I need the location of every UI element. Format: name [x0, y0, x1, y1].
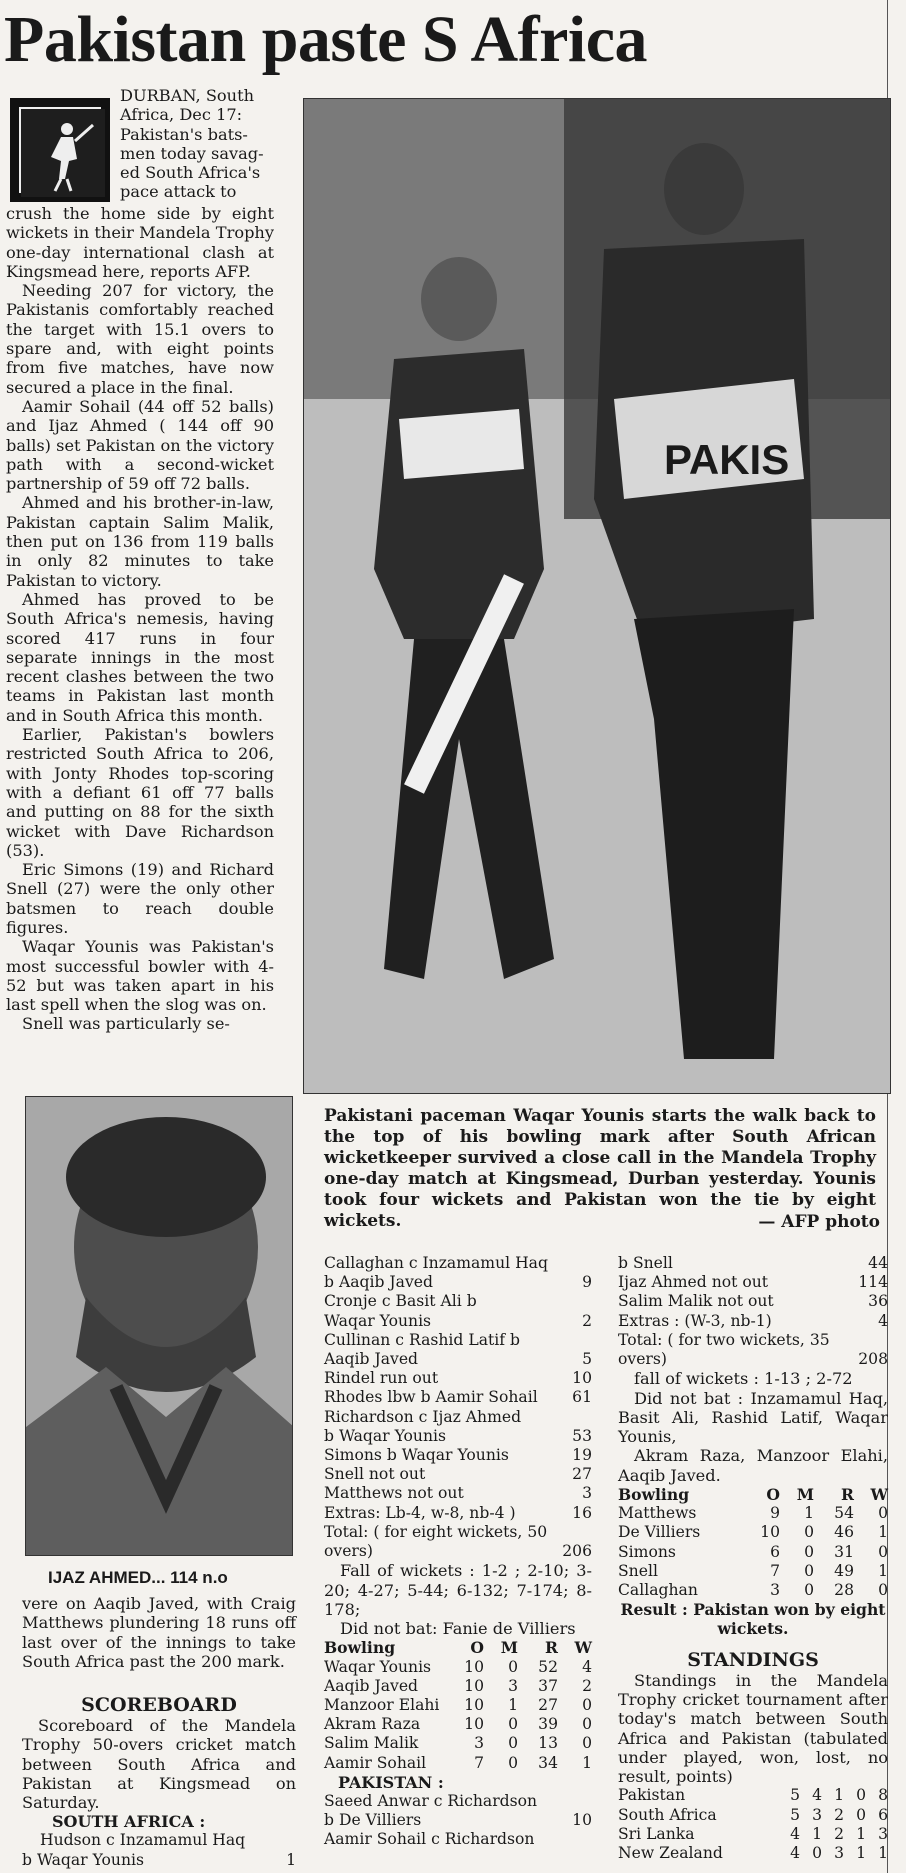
score-row — [324, 1465, 592, 1484]
figure-cell: 10 — [464, 1715, 484, 1734]
story-lead-top — [120, 86, 270, 202]
bowling-row — [618, 1523, 888, 1542]
figure-cell: 49 — [834, 1561, 854, 1580]
batsman: b Aaqib Javed — [324, 1273, 433, 1292]
sa-dnb-text: Did not bat: Fanie de Villiers — [340, 1619, 576, 1639]
figure-cell: 39 — [538, 1715, 558, 1734]
figure-cell: 13 — [538, 1734, 558, 1753]
runs: 16 — [572, 1503, 592, 1522]
match-result: Result : Pakistan won by eight wickets. — [620, 1600, 886, 1639]
figure-cell: 0 — [804, 1581, 814, 1600]
figure-cell: 1 — [508, 1696, 518, 1715]
story-continued: vere on Aaqib Javed, with Craig Matthews plundering 18 runs off last over of the innings to take South Africa past the 200 mark. — [22, 1594, 296, 1671]
runs: 206 — [562, 1542, 592, 1561]
batsman: Ijaz Ahmed not out — [618, 1273, 769, 1292]
figure-cell: 4 — [790, 1844, 800, 1863]
figure-cell: 0 — [582, 1715, 592, 1734]
batsman: Hudson c Inzamamul Haq — [40, 1831, 246, 1850]
batsman: Matthews not out — [324, 1484, 464, 1503]
bowling-row — [618, 1543, 888, 1562]
score-row — [324, 1792, 592, 1811]
batsman: Salim Malik not out — [618, 1292, 774, 1311]
score-row — [324, 1484, 592, 1503]
figure-cell: 37 — [538, 1676, 558, 1695]
batsman: b De Villiers — [324, 1811, 422, 1830]
score-row — [324, 1388, 592, 1407]
batsman: Waqar Younis — [324, 1311, 432, 1330]
bowling-row — [324, 1754, 592, 1773]
name-cell: Simons — [618, 1542, 676, 1561]
batsman: Extras : (W-3, nb-1) — [618, 1311, 772, 1330]
runs: 114 — [858, 1273, 888, 1292]
bowling-row — [324, 1658, 592, 1677]
bowling-label: Bowling — [324, 1638, 396, 1658]
batsman: Snell not out — [324, 1465, 426, 1484]
figure-cell: 3 — [770, 1581, 780, 1600]
name-cell: Aaqib Javed — [324, 1676, 419, 1695]
batsman: Aamir Sohail c Richardson — [324, 1830, 535, 1849]
runs-label: R — [841, 1485, 854, 1504]
lead-line: Africa, Dec 17: — [120, 105, 243, 125]
batsman: overs) — [618, 1350, 667, 1369]
figure-cell: 5 — [790, 1786, 800, 1805]
figure-cell: 1 — [878, 1561, 888, 1580]
name-cell: Aamir Sohail — [324, 1753, 427, 1772]
batsman: overs) — [324, 1542, 373, 1561]
runs: 19 — [572, 1446, 592, 1465]
runs: 44 — [868, 1254, 888, 1272]
batsman: Simons b Waqar Younis — [324, 1446, 509, 1465]
score-row — [22, 1851, 296, 1870]
figure-cell: 2 — [834, 1824, 844, 1843]
sa-fall-of-wickets — [324, 1561, 592, 1619]
portrait-caption: IJAZ AHMED... 114 n.o — [48, 1568, 228, 1587]
name-cell: Matthews — [618, 1504, 697, 1523]
pak-batting-list-a — [324, 1792, 592, 1850]
figure-cell: 1 — [804, 1504, 814, 1523]
runs: 10 — [572, 1811, 592, 1830]
overs-label: O — [766, 1485, 780, 1504]
story-paragraph: Waqar Younis was Pakistan's most successful bowler with 4-52 but was taken apart in his last spell when the slog was on. — [6, 937, 274, 1015]
figure-cell: 0 — [878, 1581, 888, 1600]
figure-cell: 3 — [878, 1824, 888, 1843]
figure-cell: 7 — [474, 1753, 484, 1772]
lead-line: DURBAN, South — [120, 86, 255, 105]
figure-cell: 4 — [790, 1824, 800, 1843]
name-cell: Sri Lanka — [618, 1824, 695, 1843]
lead-line: Pakistan's bats- — [120, 124, 248, 144]
sa-bowling-table — [618, 1504, 888, 1600]
figure-cell: 2 — [834, 1805, 844, 1824]
batsman: b Waqar Younis — [324, 1426, 447, 1445]
figure-cell: 52 — [538, 1657, 558, 1676]
bowling-row — [618, 1581, 888, 1600]
figure-cell: 46 — [834, 1523, 854, 1542]
batsman: Extras: Lb-4, w-8, nb-4 ) — [324, 1503, 516, 1522]
story-paragraph: Earlier, Pakistan's bowlers restricted South Africa to 206, with Jonty Rhodes top-scoring with a defiant 61 off 77 balls and putting on 88 for the sixth wicket with Dave Richardson (53). — [6, 725, 274, 860]
story-lead-rest: crush the home side by eight wickets in their Mandela Trophy one-day international clash at Kingsmead here, reports AFP. — [6, 204, 274, 281]
overs-label: O — [470, 1638, 484, 1658]
score-row — [324, 1523, 592, 1542]
pak-fall-of-wickets — [618, 1369, 888, 1388]
sa-bowling-header — [618, 1485, 888, 1504]
figure-cell: 1 — [856, 1824, 866, 1843]
jersey-text: PAKIS — [664, 436, 790, 483]
figure-cell: 54 — [834, 1504, 854, 1523]
runs: 3 — [582, 1484, 592, 1503]
batsman: b Snell — [618, 1254, 673, 1272]
wickets-label: W — [574, 1638, 592, 1658]
score-row — [324, 1254, 592, 1273]
score-row — [324, 1273, 592, 1292]
runs: 5 — [582, 1350, 592, 1369]
figure-cell: 5 — [790, 1805, 800, 1824]
score-row — [324, 1331, 592, 1350]
figure-cell: 9 — [770, 1504, 780, 1523]
runs: 36 — [868, 1292, 888, 1311]
figure-cell: 31 — [834, 1542, 854, 1561]
lead-line: pace attack to — [120, 182, 237, 202]
figure-cell: 0 — [508, 1734, 518, 1753]
score-row — [324, 1350, 592, 1369]
sa-heading: SOUTH AFRICA : — [52, 1812, 206, 1832]
bowling-label: Bowling — [618, 1485, 690, 1504]
lead-line: men today savag- — [120, 143, 264, 163]
batsman: Cullinan c Rashid Latif b — [324, 1330, 520, 1349]
maidens-label: M — [796, 1485, 814, 1504]
figure-cell: 1 — [878, 1844, 888, 1863]
figure-cell: 1 — [856, 1844, 866, 1863]
figure-cell: 1 — [582, 1753, 592, 1772]
sa-did-not-bat — [324, 1619, 592, 1638]
score-row — [324, 1504, 592, 1523]
story-paragraph: Eric Simons (19) and Richard Snell (27) were the only other batsmen to reach double figures. — [6, 860, 274, 937]
main-photo-caption: Pakistani paceman Waqar Younis starts the walk back to the top of his bowling mark after South African wicketkeeper survived a close call in the Mandela Trophy one-day match at Kingsmead, Durban yesterday. Younis took four wickets and Pakistan won the tie by eight wickets. — [324, 1106, 876, 1231]
wickets-label: W — [870, 1485, 888, 1504]
headline: Pakistan paste S Africa — [4, 3, 648, 76]
score-row — [618, 1312, 888, 1331]
standings-row — [618, 1825, 888, 1844]
name-cell: Callaghan — [618, 1581, 698, 1600]
bowling-row — [324, 1677, 592, 1696]
figure-cell: 0 — [804, 1561, 814, 1580]
runs: 61 — [572, 1388, 592, 1407]
figure-cell: 1 — [812, 1824, 822, 1843]
figure-cell: 1 — [834, 1786, 844, 1805]
score-row — [618, 1350, 888, 1369]
pak-fall-text: fall of wickets : 1-13 ; 2-72 — [634, 1369, 853, 1389]
name-cell: Manzoor Elahi — [324, 1696, 440, 1715]
scoreboard-intro-text: Scoreboard of the Mandela Trophy 50-overs cricket match between South Africa and Pakistan at Kingsmead on Saturday. — [22, 1716, 296, 1813]
figure-cell: 10 — [464, 1676, 484, 1695]
lead-line: ed South Africa's — [120, 163, 261, 183]
score-row — [618, 1331, 888, 1350]
runs: 4 — [878, 1311, 888, 1330]
figure-cell: 6 — [878, 1805, 888, 1824]
runs: 53 — [572, 1426, 592, 1445]
standings-row — [618, 1844, 888, 1863]
figure-cell: 0 — [582, 1696, 592, 1715]
figure-cell: 28 — [834, 1581, 854, 1600]
batsman: Total: ( for two wickets, 35 — [618, 1330, 830, 1349]
score-row — [618, 1254, 888, 1273]
figure-cell: 34 — [538, 1753, 558, 1772]
figure-cell: 1 — [878, 1523, 888, 1542]
score-row — [324, 1427, 592, 1446]
score-row — [22, 1831, 296, 1850]
bowling-row — [324, 1715, 592, 1734]
bowling-row — [324, 1734, 592, 1753]
batsman: Callaghan c Inzamamul Haq — [324, 1254, 548, 1272]
batsman: Richardson c Ijaz Ahmed — [324, 1407, 522, 1426]
score-row — [324, 1408, 592, 1427]
score-row — [324, 1830, 592, 1849]
figure-cell: 4 — [812, 1786, 822, 1805]
runs: 2 — [582, 1311, 592, 1330]
figure-cell: 3 — [474, 1734, 484, 1753]
standings-heading: STANDINGS — [687, 1648, 819, 1671]
figure-cell: 10 — [464, 1657, 484, 1676]
photo-credit: — AFP photo — [758, 1212, 880, 1232]
figure-cell: 0 — [856, 1786, 866, 1805]
name-cell: Akram Raza — [324, 1715, 421, 1734]
batsman: Aaqib Javed — [324, 1350, 419, 1369]
bowling-row — [618, 1562, 888, 1581]
runs: 1 — [286, 1850, 296, 1869]
score-row — [324, 1369, 592, 1388]
batsman: Saeed Anwar c Richardson — [324, 1791, 538, 1810]
standings-table — [618, 1786, 888, 1863]
portrait-photo — [25, 1096, 293, 1556]
bowling-row — [324, 1696, 592, 1715]
figure-cell: 0 — [878, 1504, 888, 1523]
figure-cell: 7 — [770, 1561, 780, 1580]
scoreboard-middle — [324, 1254, 592, 1849]
runs: 208 — [858, 1350, 888, 1369]
figure-cell: 3 — [508, 1676, 518, 1695]
sa-fall-text: Fall of wickets : 1-2 ; 2-10; 3-20; 4-27; 5-44; 6-132; 7-174; 8-178; — [324, 1561, 592, 1619]
story-body — [6, 204, 274, 1034]
standings-intro-text: Standings in the Mandela Trophy cricket tournament after today's match between South Africa and Pakistan (tabulated under played, won, lost, no result, points) — [618, 1670, 888, 1787]
figure-cell: 0 — [878, 1542, 888, 1561]
score-row — [324, 1542, 592, 1561]
score-row — [324, 1811, 592, 1830]
batsman: Total: ( for eight wickets, 50 — [324, 1522, 548, 1541]
batsman: Rindel run out — [324, 1369, 439, 1388]
name-cell: Waqar Younis — [324, 1657, 432, 1676]
standings-row — [618, 1786, 888, 1805]
maidens-label: M — [500, 1638, 518, 1658]
pak-dnb-text: Did not bat : Inzamamul Haq, Basit Ali, Rashid Latif, Waqar Younis, — [618, 1388, 888, 1447]
figure-cell: 2 — [582, 1676, 592, 1695]
scoreboard-intro — [22, 1716, 296, 1812]
sa-batting-list — [324, 1254, 592, 1561]
pak-dnb-text-2: Akram Raza, Manzoor Elahi, Aaqib Javed. — [618, 1446, 888, 1485]
score-row — [324, 1446, 592, 1465]
cricket-logo-icon — [10, 98, 110, 202]
figure-cell: 0 — [812, 1844, 822, 1863]
figure-cell: 10 — [464, 1696, 484, 1715]
name-cell: De Villiers — [618, 1523, 701, 1542]
figure-cell: 8 — [878, 1786, 888, 1805]
score-row — [324, 1312, 592, 1331]
name-cell: South Africa — [618, 1805, 717, 1824]
figure-cell: 0 — [582, 1734, 592, 1753]
standings-intro — [618, 1671, 888, 1787]
story-paragraph: Ahmed and his brother-in-law, Pakistan captain Salim Malik, then put on 136 from 119 balls in only 82 minutes to take Pakistan to victory. — [6, 493, 274, 590]
story-paragraph: Ahmed has proved to be South Africa's nemesis, having scored 417 runs in four separate innings in the most recent clashes between the two teams in Pakistan last month and in South Africa this month. — [6, 589, 274, 725]
story-paragraph: Needing 207 for victory, the Pakistanis comfortably reached the target with 15.1 overs to spare and, with eight points from five matches, have now secured a place in the final. — [6, 281, 274, 397]
score-row — [618, 1273, 888, 1292]
figure-cell: 0 — [508, 1715, 518, 1734]
ijaz-ahmed-portrait-icon — [26, 1097, 293, 1556]
scoreboard-left — [22, 1694, 296, 1870]
figure-cell: 4 — [582, 1657, 592, 1676]
standings-row — [618, 1806, 888, 1825]
figure-cell: 0 — [508, 1657, 518, 1676]
runs: 10 — [572, 1369, 592, 1388]
figure-cell: 0 — [508, 1753, 518, 1772]
pak-heading: PAKISTAN : — [338, 1772, 444, 1792]
name-cell: Pakistan — [618, 1786, 686, 1805]
figure-cell: 27 — [538, 1696, 558, 1715]
batsman-silhouette-icon — [21, 109, 105, 197]
name-cell: Salim Malik — [324, 1734, 419, 1753]
name-cell: New Zealand — [618, 1844, 723, 1863]
pak-batting-list-b — [618, 1254, 888, 1369]
name-cell: Snell — [618, 1561, 658, 1580]
pak-bowling-header — [324, 1638, 592, 1657]
runs: 9 — [582, 1273, 592, 1292]
pak-did-not-bat — [618, 1389, 888, 1485]
figure-cell: 6 — [770, 1542, 780, 1561]
figure-cell: 10 — [760, 1523, 780, 1542]
batsman: Cronje c Basit Ali b — [324, 1292, 477, 1311]
figure-cell: 0 — [856, 1805, 866, 1824]
story-paragraph: Snell was particularly se- — [22, 1014, 230, 1034]
batsman: Rhodes lbw b Aamir Sohail — [324, 1388, 538, 1407]
pak-bowling-table — [324, 1658, 592, 1773]
story-paragraph: Aamir Sohail (44 off 52 balls) and Ijaz Ahmed ( 144 off 90 balls) set Pakistan on the victory path with a second-wicket partnership of 59 off 72 balls. — [6, 396, 275, 494]
cricketers-photo-icon — [304, 99, 891, 1094]
figure-cell: 3 — [812, 1805, 822, 1824]
scoreboard-right — [618, 1254, 888, 1863]
main-photo — [303, 98, 891, 1094]
batsman: b Waqar Younis — [22, 1850, 145, 1869]
runs: 27 — [572, 1465, 592, 1484]
figure-cell: 0 — [804, 1542, 814, 1561]
figure-cell: 3 — [834, 1844, 844, 1863]
score-row — [324, 1292, 592, 1311]
figure-cell: 0 — [804, 1523, 814, 1542]
runs-label: R — [545, 1638, 558, 1658]
scoreboard-heading: SCOREBOARD — [81, 1694, 237, 1716]
score-row — [618, 1292, 888, 1311]
bowling-row — [618, 1504, 888, 1523]
